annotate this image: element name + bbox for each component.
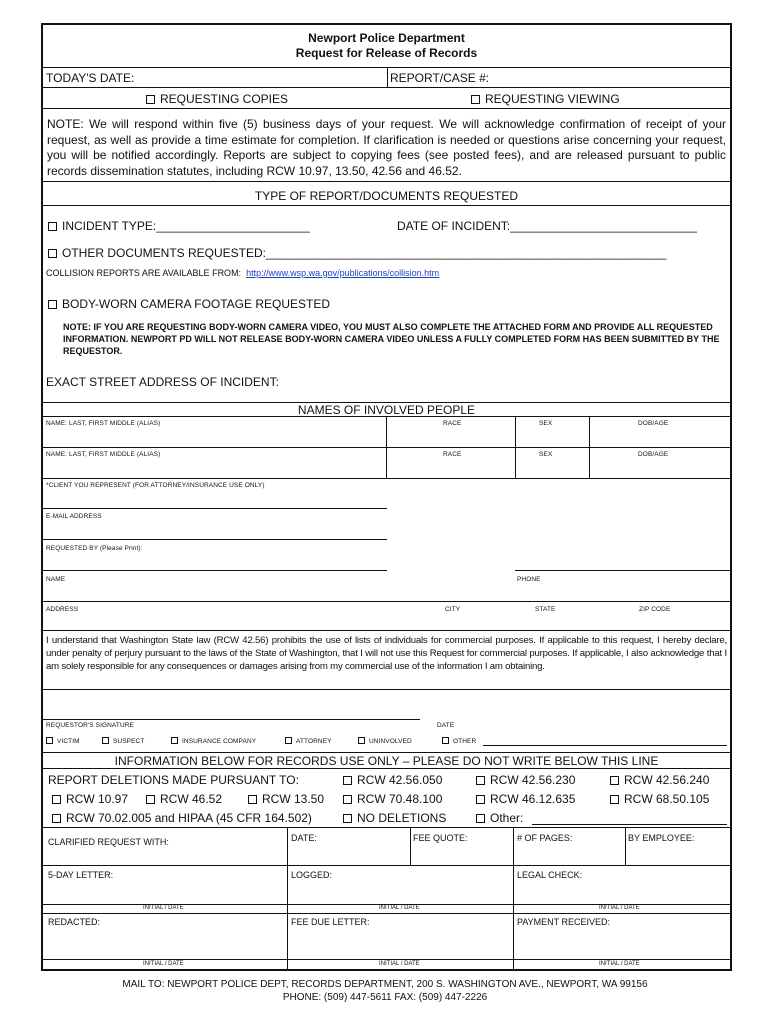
divider	[513, 866, 514, 913]
rcw-option[interactable]	[476, 773, 575, 787]
request-mode-row	[43, 88, 730, 109]
state-label: STATE	[535, 606, 556, 613]
incident-address-label: EXACT STREET ADDRESS OF INCIDENT:	[46, 375, 279, 389]
incident-type-label: INCIDENT TYPE:_______________________	[62, 219, 310, 233]
checkbox-icon[interactable]	[146, 95, 155, 104]
office-heading-text: INFORMATION BELOW FOR RECORDS USE ONLY – PLEASE DO NOT WRITE BELOW THIS LINE	[114, 754, 659, 768]
role-other[interactable]	[442, 738, 476, 745]
office-heading	[43, 752, 730, 769]
deletions-label: REPORT DELETIONS MADE PURSUANT TO:	[48, 773, 299, 787]
people-heading	[43, 403, 730, 417]
section-heading: NAMES OF INVOLVED PEOPLE	[297, 403, 476, 417]
divider	[287, 866, 288, 913]
divider	[387, 68, 388, 87]
rcw-label: RCW 42.56.230	[490, 773, 576, 787]
collision-reports-line	[46, 268, 439, 278]
bwc-note: NOTE: IF YOU ARE REQUESTING BODY-WORN CAMERA VIDEO, YOU MUST ALSO COMPLETE THE ATTACHED FORM AND PROVIDE ALL REQUESTED INFORMATION. NEWPORT PD WILL NOT RELEASE BODY-WORN CAMERA VIDEO UNLESS A FULLY COMPLETED FORM HAS BEEN SUBMITTED BY THE REQUESTOR.	[63, 322, 720, 356]
divider	[513, 914, 514, 971]
initial-date-label: INITIAL / DATE	[143, 961, 184, 967]
bwc-option[interactable]	[48, 297, 330, 311]
collision-link[interactable]: http://www.wsp.wa.gov/publications/collision.htm	[246, 268, 440, 278]
rcw-option[interactable]	[610, 773, 709, 787]
rcw-label: RCW 42.56.240	[624, 773, 710, 787]
pages-label: # OF PAGES:	[517, 833, 573, 843]
legal-check-label: LEGAL CHECK:	[517, 870, 583, 880]
rcw-label: RCW 70.48.100	[357, 792, 443, 806]
bwc-label: BODY-WORN CAMERA FOOTAGE REQUESTED	[62, 297, 331, 311]
rcw-label: RCW 10.97	[66, 792, 129, 806]
checkbox-icon[interactable]	[46, 737, 53, 744]
requested-by-line[interactable]	[43, 539, 387, 540]
email-line[interactable]	[43, 508, 387, 509]
divider	[515, 448, 516, 478]
person-row[interactable]	[43, 448, 730, 479]
rcw-option[interactable]	[52, 792, 128, 806]
other-label: Other:	[490, 811, 524, 825]
logged-label: LOGGED:	[291, 870, 333, 880]
declaration-box	[43, 630, 730, 690]
checkbox-icon[interactable]	[343, 814, 352, 823]
checkbox-icon[interactable]	[610, 776, 619, 785]
requesting-copies-option[interactable]	[146, 92, 288, 106]
report-case-label: REPORT/CASE #:	[390, 71, 490, 85]
divider	[386, 448, 387, 478]
dob-column-label: DOB/AGE	[638, 451, 669, 458]
form-title: Request for Release of Records	[295, 46, 478, 60]
address-label: ADDRESS	[46, 606, 79, 613]
other-documents-label: OTHER DOCUMENTS REQUESTED:____________________________________________________________	[62, 246, 667, 260]
role-label: SUSPECT	[113, 738, 145, 745]
payment-label: PAYMENT RECEIVED:	[517, 917, 611, 927]
department-name: Newport Police Department	[308, 31, 465, 45]
initial-date-label: INITIAL / DATE	[599, 961, 640, 967]
divider	[410, 828, 411, 865]
race-column-label: RACE	[443, 451, 462, 458]
incident-type-option[interactable]	[48, 219, 310, 233]
collision-label: COLLISION REPORTS ARE AVAILABLE FROM:	[46, 268, 242, 278]
other-option[interactable]	[476, 811, 523, 825]
checkbox-icon[interactable]	[442, 737, 449, 744]
other-line[interactable]	[532, 824, 727, 825]
divider	[589, 417, 590, 447]
role-label: ATTORNEY	[296, 738, 332, 745]
role-suspect[interactable]	[102, 737, 171, 745]
phone-label: PHONE	[517, 576, 541, 583]
checkbox-icon[interactable]	[48, 249, 57, 258]
role-insurance[interactable]	[171, 737, 285, 745]
initial-line[interactable]	[43, 959, 730, 960]
name-label: NAME	[46, 576, 66, 583]
rcw-label: RCW 68.50.105	[624, 792, 710, 806]
tracking-row-1	[43, 866, 730, 914]
todays-date-label: TODAY'S DATE:	[46, 71, 135, 85]
checkbox-icon[interactable]	[146, 795, 155, 804]
name-column-label: NAME: LAST, FIRST MIDDLE (ALIAS)	[46, 451, 161, 458]
deletions-block	[43, 769, 730, 828]
checkbox-icon[interactable]	[52, 795, 61, 804]
five-day-letter-label: 5-DAY LETTER:	[48, 870, 114, 880]
mailing-address: MAIL TO: NEWPORT POLICE DEPT, RECORDS DEPARTMENT, 200 S. WASHINGTON AVE., NEWPORT, WA 99156	[122, 979, 648, 990]
phone-line[interactable]	[515, 570, 730, 571]
section-heading: TYPE OF REPORT/DOCUMENTS REQUESTED	[254, 189, 519, 203]
checkbox-icon[interactable]	[476, 795, 485, 804]
role-checkboxes	[46, 737, 476, 745]
requesting-viewing-option[interactable]	[471, 92, 620, 106]
type-section-body	[43, 206, 730, 403]
role-label: INSURANCE COMPANY	[182, 738, 257, 745]
rcw-label: RCW 70.02.005 and HIPAA (45 CFR 164.502)	[66, 811, 312, 825]
checkbox-icon[interactable]	[471, 95, 480, 104]
no-deletions-option[interactable]	[343, 811, 446, 825]
rcw-label: RCW 46.12.635	[490, 792, 576, 806]
role-label: VICTIM	[57, 738, 80, 745]
address-line[interactable]	[43, 601, 730, 602]
checkbox-icon[interactable]	[102, 737, 109, 744]
divider	[625, 828, 626, 865]
signature-line[interactable]	[43, 719, 420, 720]
checkbox-icon[interactable]	[48, 300, 57, 309]
role-victim[interactable]	[46, 737, 102, 745]
rcw-label: RCW 42.56.050	[357, 773, 443, 787]
signature-area	[43, 690, 730, 754]
divider	[513, 828, 514, 865]
by-employee-label: BY EMPLOYEE:	[628, 833, 695, 843]
dob-column-label: DOB/AGE	[638, 420, 669, 427]
date-label: DATE:	[291, 833, 317, 843]
date-label: DATE	[437, 722, 455, 729]
no-deletions-label: NO DELETIONS	[357, 811, 447, 825]
checkbox-icon[interactable]	[358, 737, 365, 744]
rcw-label: RCW 46.52	[160, 792, 223, 806]
checkbox-icon[interactable]	[248, 795, 257, 804]
divider	[386, 417, 387, 447]
requesting-viewing-label: REQUESTING VIEWING	[485, 92, 620, 106]
sex-column-label: SEX	[539, 451, 553, 458]
tracking-row-2	[43, 914, 730, 971]
fee-due-label: FEE DUE LETTER:	[291, 917, 370, 927]
checkbox-icon[interactable]	[343, 795, 352, 804]
name-line[interactable]	[43, 570, 387, 571]
race-column-label: RACE	[443, 420, 462, 427]
role-attorney[interactable]	[285, 737, 358, 745]
role-uninvolved[interactable]	[358, 737, 442, 745]
date-case-row	[43, 68, 730, 88]
divider	[287, 828, 288, 865]
clarified-row	[43, 828, 730, 866]
clarified-label: CLARIFIED REQUEST WITH:	[48, 837, 169, 847]
redacted-label: REDACTED:	[48, 917, 101, 927]
initial-date-label: INITIAL / DATE	[599, 905, 640, 911]
initial-date-label: INITIAL / DATE	[379, 961, 420, 967]
sex-column-label: SEX	[539, 420, 553, 427]
initial-date-label: INITIAL / DATE	[379, 905, 420, 911]
divider	[287, 914, 288, 971]
initial-date-label: INITIAL / DATE	[143, 905, 184, 911]
rcw-option[interactable]	[476, 792, 575, 806]
declaration-text: I understand that Washington State law (RCW 42.56) prohibits the use of lists of individuals for commercial purposes. If applicable to this request, I hereby declare, under penalty of perjury pursuant to the laws of the State of Washington, that I will not use this Request for commercial purposes. If applicable, I also acknowledge that I am solely responsible for any consequences or damages arising from my commercial use of the information I am obtaining.	[46, 635, 727, 672]
checkbox-icon[interactable]	[343, 776, 352, 785]
checkbox-icon[interactable]	[171, 737, 178, 744]
checkbox-icon[interactable]	[52, 814, 61, 823]
client-label: *CLIENT YOU REPRESENT (FOR ATTORNEY/INSURANCE USE ONLY)	[46, 482, 265, 489]
signature-label: REQUESTOR'S SIGNATURE	[46, 722, 134, 729]
rcw-option[interactable]	[343, 792, 442, 806]
requested-by-label: REQUESTED BY (Please Print):	[46, 545, 143, 552]
checkbox-icon[interactable]	[476, 776, 485, 785]
date-of-incident-field[interactable]: DATE OF INCIDENT:____________________________	[397, 219, 697, 233]
rcw-option[interactable]	[248, 792, 324, 806]
name-column-label: NAME: LAST, FIRST MIDDLE (ALIAS)	[46, 420, 161, 427]
checkbox-icon[interactable]	[476, 814, 485, 823]
form-header	[43, 25, 730, 68]
rcw-option[interactable]	[52, 811, 312, 825]
role-label: OTHER	[453, 738, 477, 745]
note-text: NOTE: We will respond within five (5) business days of your request. We will acknowledge confirmation of receipt of your request, as well as provide a time estimate for completion. If clarification is needed or questions arise concerning your request, you will be notified accordingly. Reports are subject to copying fees (see posted fees), and are released pursuant to public records dissemination statutes, including RCW 10.97, 13.50, 42.56 and 46.52.	[47, 117, 726, 178]
checkbox-icon[interactable]	[610, 795, 619, 804]
email-label: E-MAIL ADDRESS	[46, 513, 102, 520]
city-label: CITY	[445, 606, 461, 613]
person-row[interactable]	[43, 417, 730, 448]
rcw-label: RCW 13.50	[262, 792, 325, 806]
fee-quote-label: FEE QUOTE:	[413, 833, 468, 843]
requesting-copies-label: REQUESTING COPIES	[160, 92, 289, 106]
checkbox-icon[interactable]	[48, 222, 57, 231]
rcw-option[interactable]	[343, 773, 442, 787]
other-documents-option[interactable]	[48, 246, 666, 260]
phone-fax: PHONE: (509) 447-5611 FAX: (509) 447-2226	[282, 992, 488, 1003]
requestor-info	[43, 479, 730, 654]
zip-label: ZIP CODE	[639, 606, 671, 613]
checkbox-icon[interactable]	[285, 737, 292, 744]
rcw-option[interactable]	[146, 792, 222, 806]
divider	[589, 448, 590, 478]
other-role-line[interactable]	[483, 745, 727, 746]
response-note	[43, 109, 730, 182]
divider	[515, 417, 516, 447]
role-label: UNINVOLVED	[369, 738, 412, 745]
type-section-heading	[43, 182, 730, 206]
records-request-form	[41, 23, 732, 971]
rcw-option[interactable]	[610, 792, 709, 806]
